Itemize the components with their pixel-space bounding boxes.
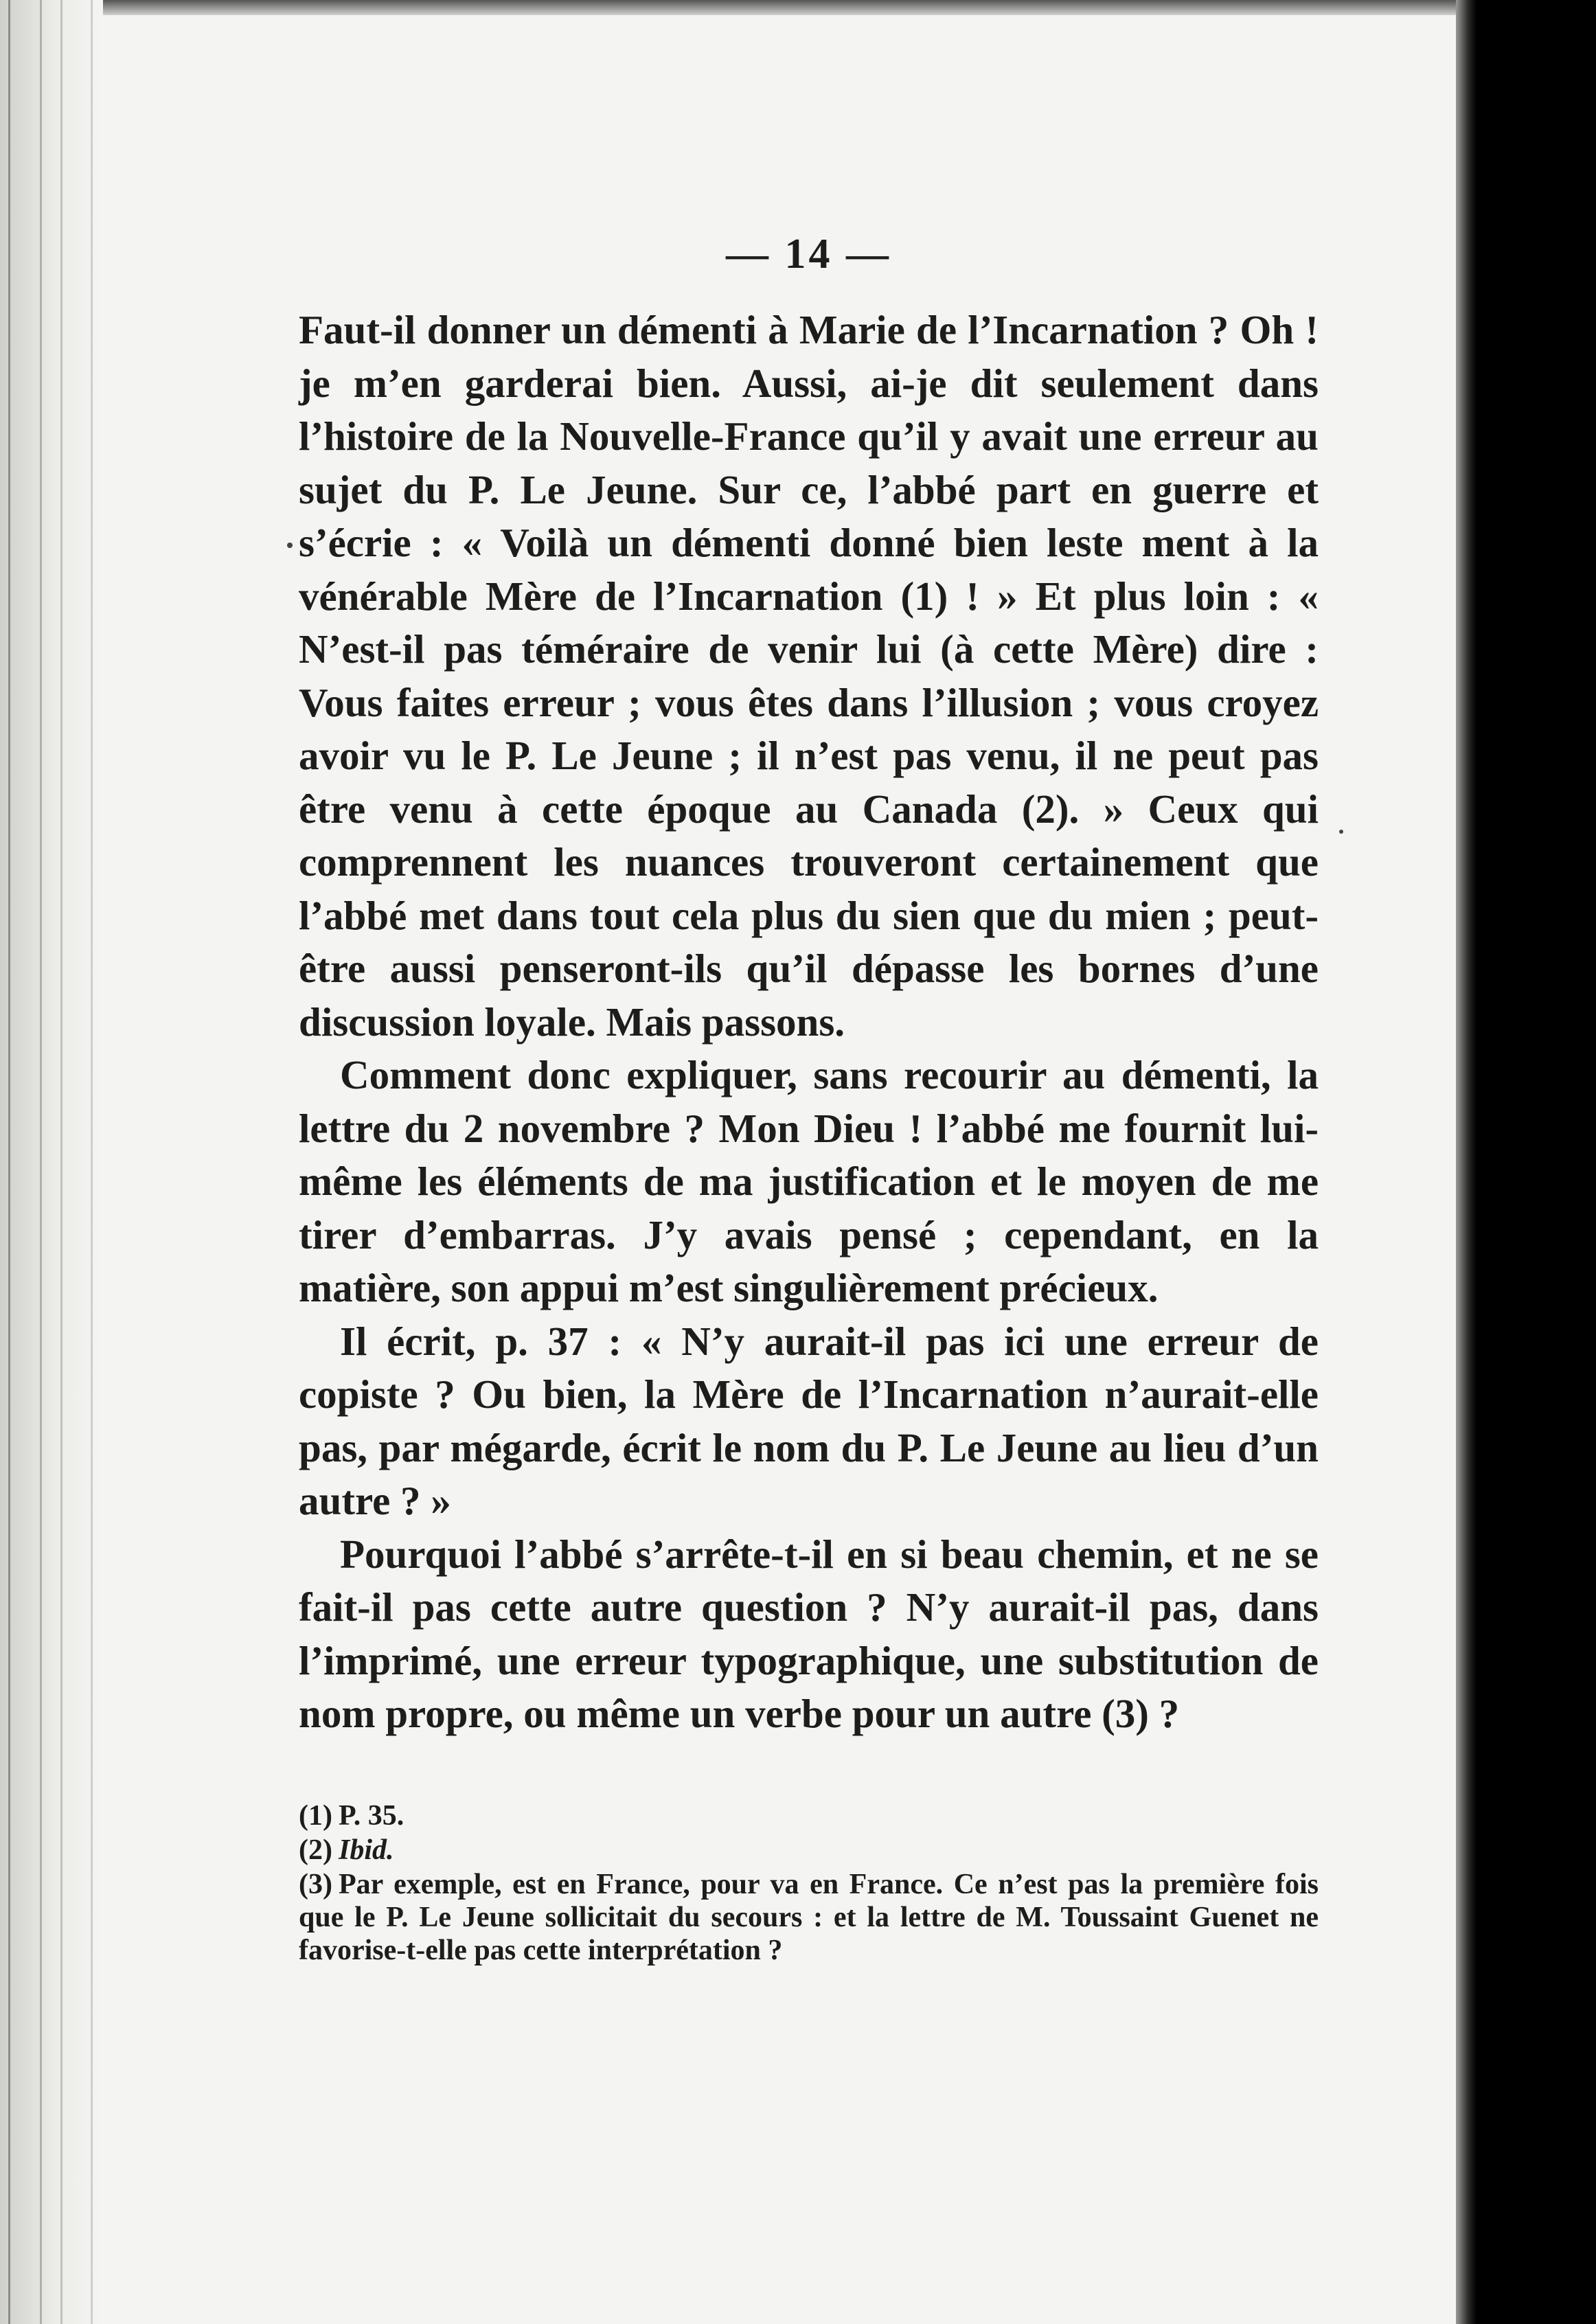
paragraph: Comment donc expliquer, sans recourir au démenti, la lettre du 2 novembre ? Mon Dieu ! l’abbé me fournit lui-même les éléments de ma justification et le moyen de me tirer d’embarras. J’y avais pensé ; cependant, en la matière, son appui m’est singulièrement précieux. [299,1052,1319,1310]
paragraph: Il écrit, p. 37 : « N’y aurait-il pas ici une erreur de copiste ? Ou bien, la Mère de l’Incarnation n’aurait-elle pas, par mégarde, écrit le nom du P. Le Jeune au lieu d’un autre ? » [299,1318,1319,1523]
footnote [299,1799,1319,1832]
ink-speck [1339,830,1343,834]
paragraph: Faut-il donner un démenti à Marie de l’Incarnation ? Oh ! je m’en garderai bien. Aussi, ai-je dit seulement dans l’histoire de la Nouvelle-France qu’il y avait une erreur au sujet du P. Le Jeune. Sur ce, l’abbé part en guerre et s’écrie : « Voilà un démenti donné bien leste ment à la vénérable Mère de l’Incarnation (1) ! » Et plus loin : « N’est-il pas téméraire de venir lui (à cette Mère) dire : Vous faites erreur ; vous êtes dans l’illusion ; vous croyez avoir vu le P. Le Jeune ; il n’est pas venu, il ne peut pas être venu à cette époque au Canada (2). » Ceux qui comprennent les nuances trouveront certainement que l’abbé met dans tout cela plus du sien que du mien ; peut-être aussi penseront-ils qu’il dépasse les bornes d’une discussion loyale. Mais passons. [299,307,1319,1045]
page-binding-edge [0,0,103,2324]
footnote [299,1868,1319,1967]
page-top-shadow [0,0,1456,15]
binding-line [60,0,62,2324]
page-right-edge [1456,0,1477,2324]
paragraph: Pourquoi l’abbé s’arrête-t-il en si beau chemin, et ne se fait-il pas cette autre question ? N’y aurait-il pas, dans l’imprimé, une erreur typographique, une substitution de nom propre, ou même un verbe pour un autre (3) ? [299,1531,1319,1736]
footnote-number: (1) [299,1799,332,1832]
page-number: — 14 — [726,231,891,277]
footnote-text: Par exemple, est en France, pour va en France. Ce n’est pas la première fois que le P. Le Jeune sollicitait du secours : et la lettre de M. Toussaint Guenet ne favorise-t-elle pas cette interprétation ? [299,1868,1319,1966]
footnote-number: (2) [299,1834,332,1866]
binding-line [40,0,42,2324]
body-text [299,304,1319,1741]
footnotes [299,1799,1319,1967]
footnote [299,1834,1319,1867]
footnote-text: P. 35. [339,1799,404,1832]
text-block [299,230,1319,1968]
footnote-number: (3) [299,1868,332,1900]
binding-line [8,0,10,2324]
footnote-text: Ibid. [339,1834,394,1866]
binding-line [91,0,93,2324]
ink-speck [287,543,293,548]
